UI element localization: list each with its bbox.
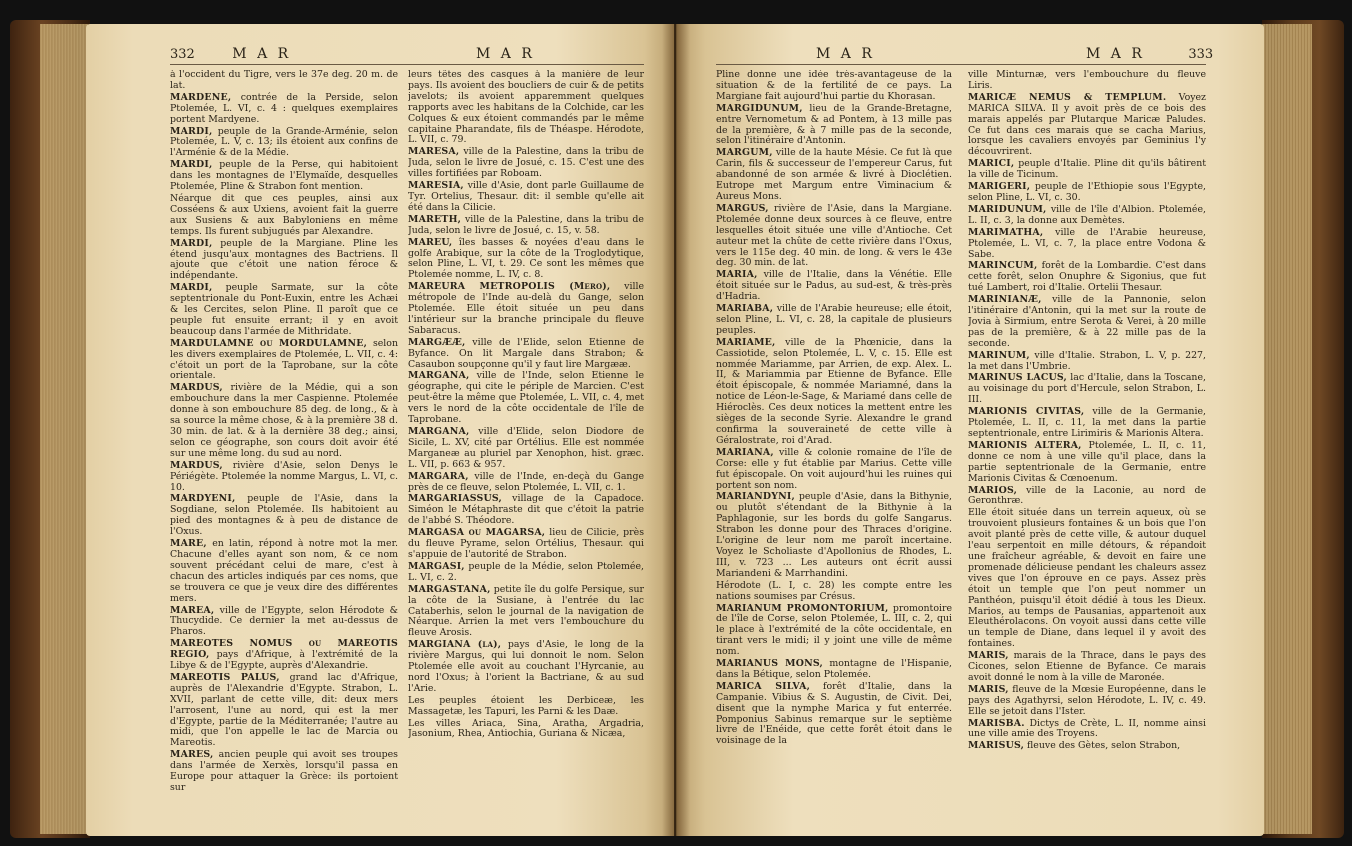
entry-text: Dictys de Crète, L. II, nomme ainsi une ville amie des Troyens. bbox=[968, 717, 1206, 740]
entry-headword: MARDUS, bbox=[170, 459, 223, 471]
dictionary-entry bbox=[968, 508, 1206, 650]
dictionary-entry bbox=[408, 238, 644, 282]
dictionary-entry bbox=[968, 182, 1206, 204]
entry-headword: MARIANA, bbox=[716, 446, 774, 458]
entry-text: Hérodote (L. I, c. 28) les compte entre les nations soumises par Crésus. bbox=[716, 579, 952, 602]
entry-headword: MARDULAMNE ou MORDULAMNE, bbox=[170, 337, 368, 349]
left-page bbox=[86, 24, 674, 836]
entry-headword: MARIANUS MONS, bbox=[716, 658, 823, 670]
dictionary-entry bbox=[716, 148, 952, 203]
entry-text: peuple de la Médie, selon Ptolemée, L. VI, c. 2. bbox=[408, 560, 644, 583]
entry-text: ville d'Italie. Strabon, L. V, p. 227, la met dans l'Umbrie. bbox=[968, 349, 1206, 372]
dictionary-entry bbox=[968, 741, 1206, 752]
right-page-column-2 bbox=[968, 70, 1206, 830]
entry-text: ville de la Pannonie, selon l'itinéraire d'Antonin, qui la met sur la route de Jovia à Sirmium, entre Serota & Verei, à 20 mille pas de la première, & à 22 mille pas de la seconde. bbox=[968, 294, 1206, 349]
entry-headword: MARISUS, bbox=[968, 740, 1025, 752]
entry-text: ville de la Palestine, dans la tribu de Juda, selon le livre de Josué, c. 15. C'est une des villes fortifiées par Roboam. bbox=[408, 146, 644, 180]
page-edges-right bbox=[1262, 24, 1312, 834]
entry-headword: MARICA SILVA, bbox=[716, 680, 811, 692]
entry-text: ville d'Asie, dont parle Guillaume de Tyr. Ortelius, Thesaur. dit: il semble qu'elle ait été dans la Cilicie. bbox=[408, 180, 644, 213]
dictionary-entry bbox=[408, 70, 644, 146]
dictionary-entry bbox=[170, 70, 398, 92]
entry-text: ville de la Laconie, au nord de Geronthræ. bbox=[968, 484, 1206, 507]
entry-text: pays d'Afrique, à l'extrémité de la Libye & de l'Egypte, auprès d'Alexandrie. bbox=[170, 649, 398, 672]
entry-text: rivière de la Médie, qui a son embouchure dans la mer Caspienne. Ptolemée donne à son embouchure 85 deg. de long., & à sa source la même chose, & à la première 38 d. 30 min. de lat. & à la dernière 38 deg.; ainsi, selon ce géographe, son cours doit avoir été sur une même long. du sud au nord. bbox=[170, 382, 398, 459]
left-page-header bbox=[170, 46, 291, 62]
dictionary-entry bbox=[968, 407, 1206, 440]
entry-headword: MARIONIS CIVITAS, bbox=[968, 406, 1085, 418]
dictionary-entry bbox=[408, 147, 644, 180]
dictionary-entry bbox=[170, 93, 398, 126]
entry-text: ville de l'Egypte, selon Hérodote & Thucydide. Ce dernier la met au-dessus de Pharos. bbox=[170, 604, 398, 638]
dictionary-entry bbox=[170, 606, 398, 639]
dictionary-entry bbox=[408, 338, 644, 371]
right-page-number: 333 bbox=[1188, 47, 1214, 62]
entry-headword: MARES, bbox=[170, 749, 214, 761]
entry-text: ville de l'Arabie heureuse, Ptolemée, L. VI, c. 7, la place entre Vodona & Sabe. bbox=[968, 226, 1206, 260]
entry-headword: MARE, bbox=[170, 538, 207, 550]
entry-text: peuple de la Grande-Arménie, selon Ptolemée, L. V, c. 13; ils étoient aux confins de l'Arménie & de la Médie. bbox=[170, 125, 398, 159]
entry-headword: MARDI, bbox=[170, 237, 213, 249]
entry-text: selon les divers exemplaires de Ptolemée, L. VII, c. 4: c'étoit un port de la Taprobane, sur la côte orientale. bbox=[170, 337, 398, 382]
dictionary-entry bbox=[170, 494, 398, 538]
entry-headword: MARIANUM PROMONTORIUM, bbox=[716, 602, 889, 614]
entry-headword: MARGARA, bbox=[408, 470, 469, 482]
right-page-column-1 bbox=[716, 70, 952, 830]
entry-headword: MAREOTES NOMUS ou MAREOTIS REGIO, bbox=[170, 638, 398, 661]
left-header-title-left: M A R bbox=[232, 46, 292, 62]
dictionary-entry bbox=[968, 205, 1206, 227]
dictionary-entry bbox=[170, 127, 398, 160]
dictionary-entry bbox=[716, 304, 952, 337]
dictionary-entry bbox=[170, 673, 398, 749]
dictionary-entry bbox=[716, 604, 952, 659]
entry-text: ville de l'Arabie heureuse; elle étoit, selon Pline, L. VI, c. 28, la capitale de plusieurs peuples. bbox=[716, 303, 952, 336]
entry-headword: MAREURA METROPOLIS (Mero), bbox=[408, 281, 611, 293]
entry-text: à l'occident du Tigre, vers le 37e deg. 20 m. de lat. bbox=[170, 70, 398, 91]
entry-headword: MARESIA, bbox=[408, 180, 464, 192]
entry-text: grand lac d'Afrique, auprès de l'Alexandrie d'Egypte. Strabon, L. XVII, parlant de cette ville, dit: deux mers l'arrosent, l'une au nord, qui est la mer d'Egypte, partie de la Méditerranée; l'autre au midi, que l'on appelle le lac de Marcia ou Mareotis. bbox=[170, 671, 398, 749]
entry-text: Elle étoit située dans un terrein aqueux, où se trouvoient plusieurs fontaines & un bois que l'on avoit planté près de cette ville, & autour duquel l'eau serpentoit en mille détours, & répandoit une fraîcheur agréable, & devoit en faire une promenade délicieuse pendant les chaleurs assez vives que l'on éprouve en ce pays. Assez près étoit un temple que l'on peut nommer un Panthéon, puisqu'il étoit dédié à tous les Dieux. Marios, au temps de Pausanias, appartenoit aux Eleuthérolacons. On voyoit aussi dans cette ville un temple de Diane, dans lequel il y avoit des fontaines. bbox=[968, 507, 1206, 650]
dictionary-entry bbox=[408, 427, 644, 471]
dictionary-entry bbox=[968, 719, 1206, 741]
entry-text: marais de la Thrace, dans le pays des Cicones, selon Etienne de Byfance. Ce marais avoit donné le nom à la ville de Maronée. bbox=[968, 650, 1206, 683]
entry-headword: MARDI, bbox=[170, 125, 213, 137]
dictionary-entry bbox=[968, 261, 1206, 294]
entry-headword: MARIAME, bbox=[716, 336, 776, 348]
dictionary-entry bbox=[170, 194, 398, 238]
entry-text: rivière de l'Asie, dans la Margiane. Ptolemée donne deux sources à ce fleuve, entre lesquelles étoit située une ville d'Antioche. Cet auteur met la chûte de cette rivière dans l'Oxus, vers le 115e deg. 40 min. de long. & vers le 43e deg. 30 min. de lat. bbox=[716, 202, 952, 269]
entry-text: Voyez MARICA SILVA. Il y avoit près de ce bois des marais appelés par Plutarque Maricæ Paludes. Ce fut dans ces marais que se cacha Marius, lorsque les cavaliers envoyés par Geminius l'y découvrirent. bbox=[968, 91, 1206, 158]
dictionary-entry bbox=[716, 270, 952, 303]
entry-headword: MARDUS, bbox=[170, 382, 223, 394]
dictionary-entry bbox=[968, 159, 1206, 181]
dictionary-entry bbox=[408, 282, 644, 337]
dictionary-entry bbox=[170, 461, 398, 494]
entry-text: ville de l'Elide, selon Etienne de Byfance. On lit Margale dans Strabon; & Casaubon soupçonne qu'il y faut lire Margææ. bbox=[408, 336, 644, 370]
left-page-number: 332 bbox=[170, 47, 195, 62]
entry-text: peuple de l'Asie, dans la Sogdiane, selon Ptolemée. Ils habitoient au pied des montagnes & à peu de distance de l'Oxus. bbox=[170, 493, 398, 538]
dictionary-entry bbox=[170, 160, 398, 193]
entry-headword: MARETH, bbox=[408, 213, 462, 225]
right-page bbox=[676, 24, 1264, 836]
entry-headword: MARDENE, bbox=[170, 91, 232, 103]
entry-headword: MARICI, bbox=[968, 158, 1015, 170]
entry-headword: MAREOTIS PALUS, bbox=[170, 671, 280, 683]
right-header-title-left: M A R bbox=[816, 46, 875, 62]
entry-headword: MARIOS, bbox=[968, 484, 1018, 496]
entry-headword: MAREU, bbox=[408, 236, 453, 248]
entry-text: peuple de l'Ethiopie sous l'Egypte, selon Pline, L. VI, c. 30. bbox=[968, 181, 1206, 203]
entry-headword: MARIMATHA, bbox=[968, 226, 1044, 238]
entry-headword: MAREA, bbox=[170, 604, 215, 616]
dictionary-entry bbox=[408, 494, 644, 527]
dictionary-entry bbox=[716, 581, 952, 603]
entry-text: ville de la haute Mésie. Ce fut là que Carin, fils & successeur de l'empereur Carus, fut abandonné de son armée & livré à Dioclétien. Eutrope met Margum entre Viminacium & Aureus Mons. bbox=[716, 147, 952, 202]
entry-text: petite île du golfe Persique, sur la côte de la Susiane, à l'entrée du lac Cataberhis, selon le journal de la navigation de Néarque. Arrien la met vers l'embouchure du fleuve Arosis. bbox=[408, 583, 644, 639]
book-gutter bbox=[662, 24, 690, 836]
dictionary-entry bbox=[408, 719, 644, 741]
entry-text: Les peuples étoient les Derbiceæ, les Massagetæ, les Tapuri, les Parni & les Daæ. bbox=[408, 694, 644, 717]
dictionary-entry bbox=[968, 441, 1206, 485]
entry-text: ville d'Elide, selon Diodore de Sicile, L. XV, cité par Ortélius. Elle est nommée Marganeæ au pluriel par Xenophon, hist. græc. L. VII, p. 663 & 957. bbox=[408, 426, 644, 470]
entry-text: ville de la Germanie, Ptolemée, L. II, c. 11, la met dans la partie septentrionale, entre Lirimiris & Marionis Altera. bbox=[968, 406, 1206, 439]
entry-text: fleuve de la Mœsie Européenne, dans le pays des Agathyrsi, selon Hérodote, L. IV, c. 49. Elle se jetoit dans l'Ister. bbox=[968, 683, 1206, 717]
entry-headword: MARIONIS ALTERA, bbox=[968, 439, 1082, 451]
entry-text: forêt de la Lombardie. C'est dans cette forêt, selon Onuphre & Sigonius, que fut tué Lambert, roi d'Italie. Ortelii Thesaur. bbox=[968, 260, 1206, 294]
entry-text: fleuve des Gètes, selon Strabon, bbox=[1024, 740, 1181, 752]
entry-text: Ptolemée, L. II, c. 11, donne ce nom à une ville qu'il place, dans la partie septentrionale de la Germanie, entre Marionis Civitas & Cœnoenum. bbox=[968, 439, 1206, 484]
dictionary-entry bbox=[716, 338, 952, 447]
entry-headword: MARIGERI, bbox=[968, 181, 1031, 193]
entry-text: peuple de la Margiane. Pline les étend jusqu'aux montagnes des Bactriens. Il ajoute que c'étoit une nation féroce & indépendante. bbox=[170, 237, 398, 282]
dictionary-entry bbox=[716, 659, 952, 681]
entry-headword: MARGASA ou MAGARSA, bbox=[408, 527, 546, 539]
dictionary-entry bbox=[408, 585, 644, 640]
dictionary-entry bbox=[170, 750, 398, 794]
entry-text: promontoire de l'île de Corse, selon Ptolemée, L. III, c. 2, qui le place à l'extrémité de la côte occidentale, en tirant vers le midi; il y joint une ville de même nom. bbox=[716, 602, 952, 658]
dictionary-entry bbox=[408, 215, 644, 237]
entry-text: rivière d'Asie, selon Denys le Périégète. Ptolemée la nomme Margus, L. VI, c. 10. bbox=[170, 459, 398, 493]
dictionary-entry bbox=[408, 696, 644, 718]
entry-headword: MARINUS LACUS, bbox=[968, 372, 1067, 384]
dictionary-entry bbox=[968, 228, 1206, 261]
entry-headword: MARISBA. bbox=[968, 717, 1025, 729]
dictionary-entry bbox=[408, 528, 644, 561]
entry-headword: MARGÆÆ, bbox=[408, 336, 466, 348]
dictionary-entry bbox=[170, 283, 398, 338]
entry-text: lieu de Cilicie, près du fleuve Pyrame, selon Ortélius, Thesaur. qui s'appuie de l'autorité de Strabon. bbox=[408, 527, 644, 560]
dictionary-entry bbox=[968, 651, 1206, 684]
right-page-header bbox=[1086, 46, 1213, 62]
left-header-title-right: M A R bbox=[476, 46, 535, 62]
entry-text: ancien peuple qui avoit ses troupes dans l'armée de Xerxès, lorsqu'il passa en Europe pour attaquer la Grèce: ils portoient sur bbox=[170, 749, 398, 793]
entry-headword: MARINUM, bbox=[968, 349, 1030, 361]
entry-headword: MARGIDUNUM, bbox=[716, 102, 803, 114]
entry-text: peuple de la Perse, qui habitoient dans les montagnes de l'Elymaïde, desquelles Ptolemée, Pline & Strabon font mention. bbox=[170, 159, 398, 193]
entry-text: Les villes Ariaca, Sina, Aratha, Argadria, Jasonium, Rhea, Antiochia, Guriana & Nicæa, bbox=[408, 717, 644, 740]
entry-headword: MARGUS, bbox=[716, 202, 769, 214]
entry-text: ville & colonie romaine de l'île de Corse: elle y fut établie par Marius. Cette ville fut épiscopale. On voit aujourd'hui les ruines qui portent son nom. bbox=[716, 446, 952, 491]
entry-text: peuple d'Asie, dans la Bithynie, ou plutôt s'étendant de la Bithynie à la Paphlagonie, sur les bords du golfe Sangarus. Strabon les donne pour des Thraces d'origine. L'origine de leur nom me paroît incertaine. Voyez le Scholiaste d'Apollonius de Rhodes, L. III, v. 723 ... Les auteurs ont écrit aussi Mariandeni & Marrhandini. bbox=[716, 491, 952, 579]
entry-text: ville de l'Italie, dans la Vénétie. Elle étoit située sur le Padus, au sud-est, & très-près d'Hadria. bbox=[716, 269, 952, 303]
dictionary-entry bbox=[716, 448, 952, 492]
entry-text: lieu de la Grande-Bretagne, entre Vernometum & ad Pontem, à 13 mille pas de la première, & à 7 mille pas de la seconde, selon l'itinéraire d'Antonin. bbox=[716, 102, 952, 147]
entry-headword: MARGANA, bbox=[408, 370, 470, 382]
dictionary-entry bbox=[408, 181, 644, 214]
dictionary-entry bbox=[408, 472, 644, 494]
dictionary-entry bbox=[716, 204, 952, 269]
entry-text: ville de l'île d'Albion. Ptolemée, L. II, c. 3, la donne aux Demètes. bbox=[968, 203, 1206, 226]
left-page-column-2 bbox=[408, 70, 644, 830]
dictionary-entry bbox=[170, 639, 398, 672]
entry-text: forêt d'Italie, dans la Campanie. Vibius & S. Augustin, de Civit. Dei, disent que la nymphe Marica y fut enterrée. Pomponius Sabinus remarque sur le septième livre de l'Enéide, que cette forêt étoit dans le voisinage de la bbox=[716, 680, 952, 747]
entry-text: peuple Sarmate, sur la côte septentrionale du Pont-Euxin, entre les Achæi & les Cercites, selon Pline. Il paroît que ce peuple fut ensuite errant; il y en avoit beaucoup dans l'armée de Mithridate. bbox=[170, 282, 398, 337]
right-header-title-right: M A R bbox=[1086, 46, 1145, 62]
dictionary-entry bbox=[170, 383, 398, 459]
entry-text: ville Minturnæ, vers l'embouchure du fleuve Liris. bbox=[968, 70, 1206, 91]
dictionary-entry bbox=[968, 373, 1206, 406]
entry-headword: MARIS, bbox=[968, 650, 1009, 662]
entry-headword: MARDI, bbox=[170, 159, 213, 171]
entry-text: en latin, répond à notre mot la mer. Chacune d'elles ayant son nom, & ce nom souvent précédant celui de mare, c'est à chacun des articles indiqués par ces noms, que se trouvera ce que je veux dire des différentes mers. bbox=[170, 538, 398, 604]
entry-headword: MARIABA, bbox=[716, 303, 774, 315]
entry-text: pays d'Asie, le long de la rivière Margus, qui lui donnoit le nom. Selon Ptolemée elle avoit au couchant l'Hyrcanie, au nord l'Oxus; à l'orient la Bactriane, & au sud l'Arie. bbox=[408, 639, 644, 694]
dictionary-entry bbox=[408, 371, 644, 426]
entry-headword: MARIS, bbox=[968, 683, 1009, 695]
dictionary-entry bbox=[170, 339, 398, 383]
dictionary-entry bbox=[716, 104, 952, 148]
dictionary-entry bbox=[408, 640, 644, 695]
entry-text: peuple d'Italie. Pline dit qu'ils bâtirent la ville de Ticinum. bbox=[968, 158, 1206, 181]
entry-headword: MARIANDYNI, bbox=[716, 491, 795, 503]
entry-text: ville de l'Inde, selon Etienne le géographe, qui cite le périple de Marcien. C'est peut-être la même que Ptolemée, L. VII, c. 4, met vers le nord de la côte occidentale de l'île de Taprobane. bbox=[408, 370, 644, 426]
dictionary-entry bbox=[968, 486, 1206, 508]
dictionary-entry bbox=[968, 93, 1206, 158]
entry-headword: MARDI, bbox=[170, 282, 213, 294]
dictionary-entry bbox=[716, 492, 952, 579]
entry-headword: MARICÆ NEMUS & TEMPLUM. bbox=[968, 91, 1167, 103]
entry-text: Pline donne une idée très-avantageuse de la situation & de la fertilité de ce pays. La Margiane fait aujourd'hui partie du Khorasan. bbox=[716, 70, 952, 102]
left-page-column-1 bbox=[170, 70, 398, 830]
entry-headword: MARESA, bbox=[408, 146, 460, 158]
dictionary-entry bbox=[968, 70, 1206, 92]
dictionary-entry bbox=[408, 562, 644, 584]
entry-headword: MARIDUNUM, bbox=[968, 203, 1047, 215]
entry-text: ville métropole de l'Inde au-delà du Gange, selon Ptolemée. Elle étoit située un peu dans l'intérieur sur la branche principale du fleuve Sabaracus. bbox=[408, 281, 644, 336]
entry-text: village de la Capadoce. Siméon le Métaphraste dit que c'étoit la patrie de l'abbé S. Théodore. bbox=[408, 493, 644, 527]
dictionary-entry bbox=[170, 539, 398, 604]
entry-headword: MARGUM, bbox=[716, 147, 773, 159]
entry-headword: MARINIANÆ, bbox=[968, 294, 1042, 306]
entry-headword: MARIA, bbox=[716, 269, 758, 281]
page-edges-left bbox=[40, 24, 88, 834]
entry-headword: MARGASTANA, bbox=[408, 583, 491, 595]
entry-text: ville de la Phœnicie, dans la Cassiotide, selon Ptolemée, L. V, c. 15. Elle est nommée Mariamme, par Arrien, de exp. Alex. L. II, & Mariammia par Etienne de Byfance. Elle étoit épiscopale, & nommée Mariamné, dans la notice de Léon-le-Sage, & Mariamé dans celle de Hiéroclès. Ces deux notices la mettent entre les sièges de la seconde Syrie. Alexandre le grand confirma la souveraineté de cette ville à Géralostrate, roi d'Arad. bbox=[716, 336, 952, 446]
dictionary-entry bbox=[968, 685, 1206, 718]
entry-headword: MARINCUM, bbox=[968, 260, 1038, 272]
left-header-rule bbox=[170, 64, 644, 65]
entry-text: ville de l'Inde, en-deçà du Gange près de ce fleuve, selon Ptolemée, L. VII, c. 1. bbox=[408, 470, 644, 493]
dictionary-entry bbox=[716, 70, 952, 103]
entry-text: contrée de la Perside, selon Ptolemée, L. VI, c. 4 : quelques exemplaires portent Mardyene. bbox=[170, 91, 398, 125]
entry-text: Néarque dit que ces peuples, ainsi aux Cosséens & aux Uxiens, avoient fait la guerre aux Susiens & aux Babyloniens en même temps. Ils furent subjugués par Alexandre. bbox=[170, 192, 398, 237]
entry-headword: MARGASI, bbox=[408, 560, 465, 572]
entry-text: lac d'Italie, dans la Toscane, au voisinage du port d'Hercule, selon Strabon, L. III. bbox=[968, 372, 1206, 406]
entry-headword: MARGIANA (la), bbox=[408, 639, 502, 651]
dictionary-entry bbox=[968, 351, 1206, 373]
entry-text: leurs têtes des casques à la manière de leur pays. Ils avoient des boucliers de cuir & de petits javelots; ils avoient apparemment quelques rapports avec les habitans de la Colchide, car les Colques & eux étoient commandés par le même capitaine Pharandate, fils de Théaspe. Hérodote, L. VII, c. 79. bbox=[408, 70, 644, 146]
entry-text: îles basses & noyées d'eau dans le golfe Arabique, sur la côte de la Troglodytique, selon Pline, L. VI, t. 29. Ce sont les mêmes que Ptolemée nomme, L. IV, c. 8. bbox=[408, 236, 644, 281]
dictionary-entry bbox=[170, 239, 398, 283]
right-header-rule bbox=[716, 64, 1206, 65]
entry-headword: MARGARIASSUS, bbox=[408, 493, 502, 505]
entry-headword: MARGANA, bbox=[408, 426, 470, 437]
dictionary-entry bbox=[716, 682, 952, 747]
entry-text: ville de la Palestine, dans la tribu de Juda, selon le livre de Josué, c. 15, v. 58. bbox=[408, 213, 644, 236]
entry-headword: MARDYENI, bbox=[170, 493, 236, 505]
entry-text: montagne de l'Hispanie, dans la Bétique, selon Ptolemée. bbox=[716, 658, 952, 680]
dictionary-entry bbox=[968, 295, 1206, 350]
